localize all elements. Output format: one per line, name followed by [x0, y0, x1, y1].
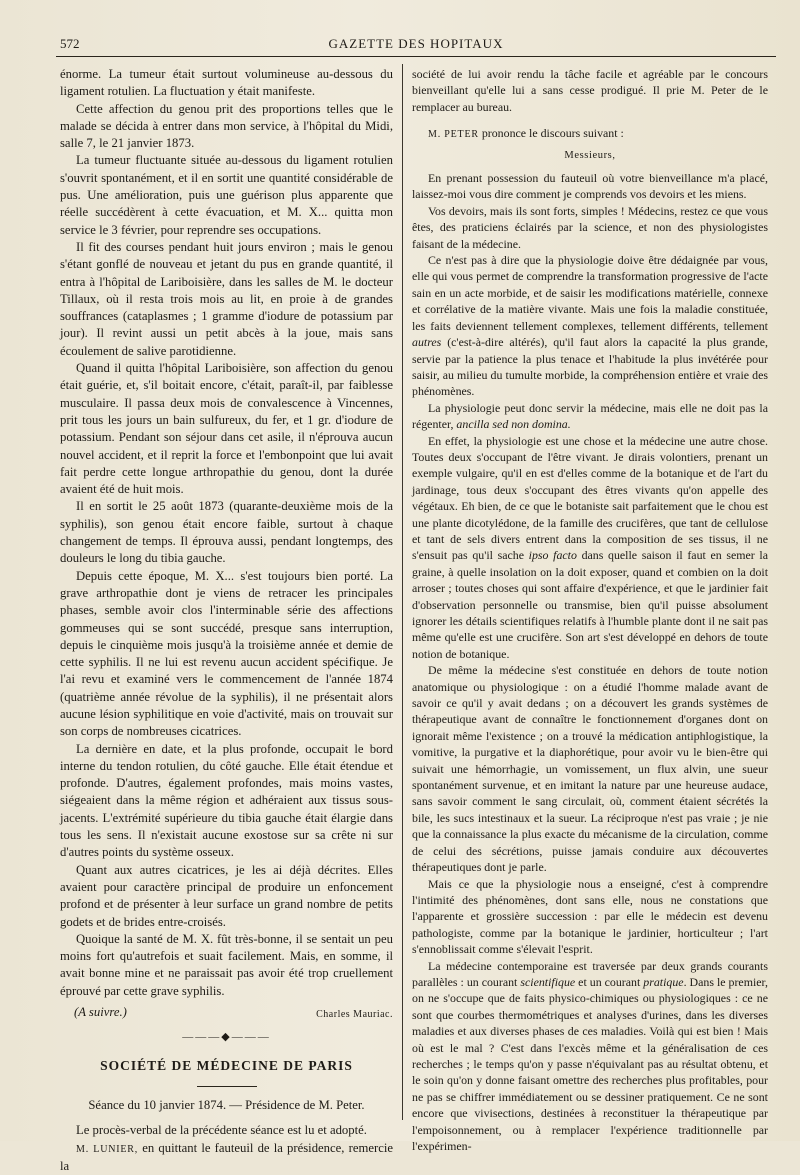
paragraph: Quoique la santé de M. X. fût très-bonne, il se sentait un peu moins fort qu'autrefois et suait facilement. Mais, en somme, il avait bonne mine et ne paraissait pas avoir été trop cruellement éprouvé par cette grave syphilis.: [60, 931, 393, 998]
paragraph-text: dans quelle saison il faut en semer la graine, à quelle insolation on la doit exposer, quand et combien on la doit arroser ; toutes choses qui sont affaire d'expérience, et que le jardinier fait d'observation personnelle ou transmise, bien qu'il puisse absolument ignorer les détails scientifiques relatifs à l'humble plante dont il ne sait pas même qu'elle est une crucifère. Son art s'est développé en dehors de toute notion de botanique.: [412, 548, 768, 661]
paragraph-text: En effet, la physiologie est une chose et la médecine une autre chose. Toutes deux s'occupant de l'être vivant. Je dirais volontiers, prenant un exemple vulgaire, qu'il en est d'elles comme de la botanique et de l'art du jardinage, tous deux s'occupant des êtres vivants qu'on appelle des végétaux. Eh bien, de ce que le botaniste sait parfaitement que le chou est une plante dicotylédone, de la famille des crucifères, que tant de cellulose et tant de sels divers entrent dans la composition de ses tissus, il ne s'ensuit pas qu'il sache: [412, 433, 768, 563]
paragraph-text: Ce n'est pas à dire que la physiologie doive être dédaignée par vous, elle qui vous permet de comprendre la transformation progressive de l'acte sain en un acte morbide, et de saisir les modifications matérielle, connexe et corrélative de la matière vivante. Mais une fois la maladie constituée, les faits deviennent tellement complexes, tellement différents, tellement: [412, 253, 768, 333]
spacer: [412, 115, 768, 125]
paragraph: Vos devoirs, mais ils sont forts, simples ! Médecins, restez ce que vous êtes, des praticiens éclairés par la science, et non des physiologistes faisant de la médecine.: [412, 203, 768, 251]
section-title: SOCIÉTÉ DE MÉDECINE DE PARIS: [100, 1057, 353, 1073]
paragraph: Il fit des courses pendant huit jours environ ; mais le genou s'étant gonflé de nouveau et jetant du pus en grande quantité, il entra à l'hôpital de Lariboisière, dans les salles de M. le docteur Tillaux, où il resta trois mois au lit, en proie à de grandes souffrances (cataplasmes ; 1 gramme d'iodure de potassium par jour). Il revint aussi un petit abcès à la joue, mais sans écoulement de salive parotidienne.: [60, 239, 393, 358]
to-be-continued: (A suivre.): [74, 1005, 127, 1020]
paragraph: [412, 433, 768, 663]
paragraph: Mais ce que la physiologie nous a enseigné, c'est à comprendre l'intimité des phénomènes, dont sans elle, nous ne constations que l'apparente et grossière succession : par elle le médecin est devenu pathologiste, comme par la botanique le jardinier, horticulteur ; l'art s'ennoblissait comme s'élevait l'esprit.: [412, 876, 768, 957]
paragraph: Cette affection du genou prit des proportions telles que le malade se décida à entrer dans mon service, à l'hôpital du Midi, salle 7, le 21 janvier 1873.: [60, 101, 393, 151]
header-rule: [56, 56, 776, 57]
section-ornament: ———◆———: [182, 1031, 271, 1044]
paragraph-text: prononce le discours suivant :: [478, 126, 624, 141]
right-column: [412, 66, 768, 1154]
left-column: [60, 66, 393, 1175]
page-header: [56, 28, 776, 56]
latin-phrase: ancilla sed non domina.: [456, 417, 571, 432]
paragraph: [412, 125, 768, 143]
paragraph: Depuis cette époque, M. X... s'est toujours bien porté. La grave arthropathie dont je viens de retracer les principales phases, semble avoir clos l'interminable série des affections gommeuses qui se sont succédé, presque sans interruption, depuis le cinquième mois jusqu'à la troisième année et demie de cette syphilis. Il ne lui est revenu aucun accident spécifique. Je l'ai revu et examiné vers le commencement de l'année 1874 (quatrième année révolue de la syphilis), il ne présentait alors aucune lésion syphilitique en voie d'activité, mais on trouvait sur son corps de nombreuses cicatrices.: [60, 568, 393, 739]
paragraph-text: . Dans le premier, on ne s'occupe que de faits physico-chimiques ou physiologiques : ce ne sont que courbes thermométriques et analyses d'urines, dans les diverses maladies et aux diverses phases de ces maladies. Voilà qui est bien ! Mais où est le mal ? C'est dans l'excès même et la généralisation de ces recherches ; le temps qu'on y passe n'équivalant pas au résultat obtenu, et le soin qu'on y donne faisant omettre des recherches plus profitables, pour ne pas se chiffrer immédiatement ou se dessiner pratiquement. Ce ne sont encore que vivisections, destinées à reconstituer la thérapeutique par l'empoisonnement, ou à remplacer l'expérience traditionnelle par l'expérimen-: [412, 974, 768, 1153]
short-rule: [197, 1086, 257, 1087]
paragraph: Il en sortit le 25 août 1873 (quarante-deuxième mois de la syphilis), son genou était encore faible, surtout à chaque changement de temps. Il éprouva aussi, pendant longtemps, des douleurs le long du tibia gauche.: [60, 499, 393, 566]
paragraph: La tumeur fluctuante située au-dessous du ligament rotulien s'ouvrit spontanément, et il en sortit une quantité considérable de pus. Une amélioration, puis une guérison plus apparente que réelle succédèrent à cette évacuation, et M. X... quitta mon service le 3 février, pour reprendre ses occupations.: [60, 153, 393, 237]
paragraph: [412, 958, 768, 1155]
paragraph: Quant aux autres cicatrices, je les ai déjà décrites. Elles avaient pour caractère principal de produire un enfoncement profond et de présenter à leur surface un grand nombre de petits godets et de brides entre-croisés.: [60, 862, 393, 929]
latin-phrase: ipso facto: [528, 548, 577, 563]
paragraph: énorme. La tumeur était surtout volumineuse au-dessous du ligament rotulien. La fluctuation y était manifeste.: [60, 67, 393, 99]
author-name: Charles Mauriac.: [316, 1009, 393, 1021]
paragraph-text: et un courant: [575, 974, 644, 989]
paragraph-text: La médecine contemporaine est traversée par deux grands courants parallèles : un courant: [412, 958, 768, 989]
speech-address: Messieurs,: [564, 149, 616, 161]
session-line: Séance du 10 janvier 1874. — Présidence de M. Peter.: [88, 1097, 365, 1112]
page-number: 572: [60, 36, 80, 51]
emphasis: scientifique: [520, 974, 576, 989]
paragraph-text: (c'est-à-dire altérés), qu'il faut alors la capacité la plus grande, servie par la patience la plus tenace et l'habitude la plus invétérée pour saisir, au milieu du tumulte morbide, la compréhension entière et vraie des phénomènes.: [412, 335, 768, 399]
paragraph-text: La physiologie peut donc servir la médecine, mais elle ne doit pas la régenter,: [412, 400, 768, 432]
column-divider: [402, 64, 403, 1120]
emphasis: pratique: [643, 974, 684, 989]
paragraph: En prenant possession du fauteuil où votre bienveillance m'a placé, laissez-moi vous dire comment je comprends vos devoirs et les miens.: [412, 171, 768, 202]
paragraph: [412, 400, 768, 433]
article-signature: [60, 1004, 393, 1023]
speaker-name: M. PETER: [428, 129, 479, 141]
paragraph-text: en quittant le fauteuil de la présidence, remercie la: [60, 1140, 393, 1173]
paragraph: Quand il quitta l'hôpital Lariboisière, son affection du genou était guérie, et, s'il boitait encore, c'était, paraît-il, par faiblesse musculaire. Il passa deux mois de convalescence à Vincennes, prit tous les jours un bain sulfureux, du fer, et 1 gr. d'iodure de potassium. Pendant son séjour dans cet asile, il n'éprouva aucun nouvel accident, et il reprit la force et l'embonpoint que lui avait fait perdre cette longue arthropathie du genou, dont la durée avaient été de huit mois.: [60, 361, 393, 497]
paragraph: De même la médecine s'est constituée en dehors de toute notion anatomique ou physiologique : on a étudié l'homme malade avant de savoir ce qu'il y avait dedans ; on a découvert les grands systèmes de thérapeutique avant de connaître le fonctionnement d'organes dont on ignorait même l'existence ; on a trouvé la médication antiphlogistique, la vomitive, la purgative et la diaphorétique, pour avoir vu le bien-être qui suivait une hémorrhagie, un vomissement, un flux alvin, une sueur spontanément survenue, et en imitant la nature par une heureuse audace, sans savoir comment le sang circulait, où, comment étaient sécrétés la bile, les sucs intestinaux et la sueur. La réciproque n'est pas vraie ; je nie que la connaissance la plus exacte du mécanisme de la circulation, comme de celui des sécrétions, puisse jamais conduire aux découvertes thérapeutiques dont je parle.: [412, 663, 768, 875]
running-title: GAZETTE DES HOPITAUX: [328, 36, 504, 51]
speaker-name: M. LUNIER,: [76, 1143, 139, 1155]
paragraph: [60, 1140, 393, 1175]
emphasis: autres: [412, 335, 442, 350]
paragraph: La dernière en date, et la plus profonde, occupait le bord interne du tendon rotulien, du côté gauche. Elle était étendue et profonde. D'autres, également profondes, mais moins vastes, siégeaient dans la même région et adhéraient aux tissus sous-jacents. L'extrémité supérieure du tibia gauche était élargie dans tous les sens. Il n'existait aucune exostose sur sa crête ni sur d'autres points du système osseux.: [60, 741, 393, 860]
paragraph: Le procès-verbal de la précédente séance est lu et adopté.: [76, 1123, 367, 1138]
paragraph: société de lui avoir rendu la tâche facile et agréable par le concours bienveillant qu'elle lui a sans cesse prodigué. Il prie M. Peter de le remplacer au bureau.: [412, 67, 768, 114]
paragraph: [412, 252, 768, 400]
